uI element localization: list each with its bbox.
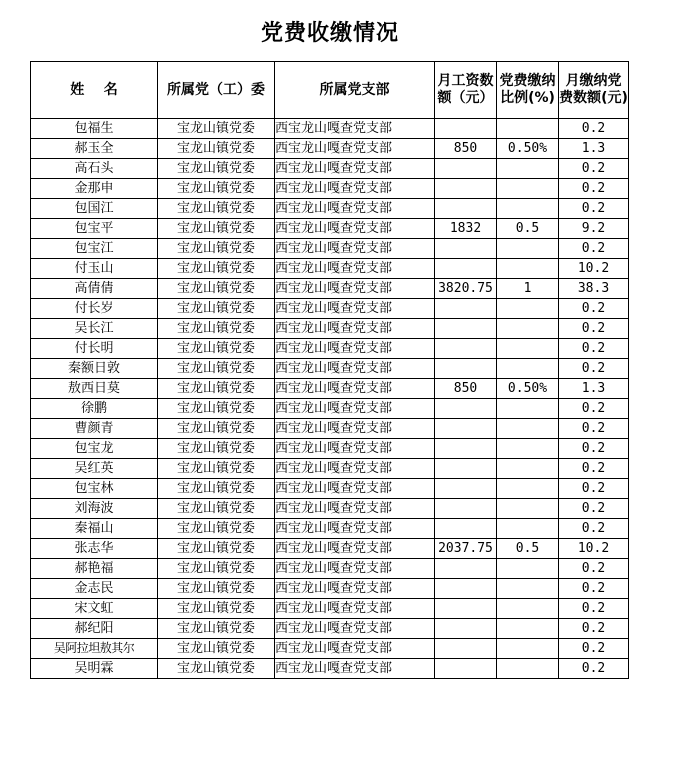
cell-salary: 850 — [435, 379, 497, 399]
cell-branch: 西宝龙山嘎查党支部 — [275, 359, 435, 379]
table-row — [31, 439, 629, 459]
cell-fee: 0.2 — [559, 619, 629, 639]
table-row — [31, 239, 629, 259]
table-row — [31, 119, 629, 139]
cell-branch: 西宝龙山嘎查党支部 — [275, 399, 435, 419]
cell-name: 包国江 — [31, 199, 158, 219]
cell-ratio: 0.5 — [497, 539, 559, 559]
cell-branch: 西宝龙山嘎查党支部 — [275, 599, 435, 619]
cell-salary — [435, 159, 497, 179]
cell-fee: 0.2 — [559, 659, 629, 679]
table-row — [31, 259, 629, 279]
table-row — [31, 359, 629, 379]
cell-name: 吴红英 — [31, 459, 158, 479]
cell-ratio — [497, 519, 559, 539]
cell-branch: 西宝龙山嘎查党支部 — [275, 319, 435, 339]
cell-ratio: 0.50% — [497, 379, 559, 399]
cell-committee: 宝龙山镇党委 — [158, 179, 275, 199]
cell-salary — [435, 499, 497, 519]
cell-committee: 宝龙山镇党委 — [158, 419, 275, 439]
cell-branch: 西宝龙山嘎查党支部 — [275, 479, 435, 499]
cell-salary — [435, 259, 497, 279]
cell-name: 曹颜青 — [31, 419, 158, 439]
cell-salary — [435, 119, 497, 139]
cell-salary — [435, 339, 497, 359]
cell-committee: 宝龙山镇党委 — [158, 639, 275, 659]
table-row — [31, 579, 629, 599]
cell-ratio — [497, 159, 559, 179]
cell-branch: 西宝龙山嘎查党支部 — [275, 559, 435, 579]
cell-ratio — [497, 619, 559, 639]
cell-name: 付长岁 — [31, 299, 158, 319]
cell-name: 徐鹏 — [31, 399, 158, 419]
cell-ratio — [497, 359, 559, 379]
header-committee: 所属党（工）委 — [158, 62, 275, 119]
cell-branch: 西宝龙山嘎查党支部 — [275, 579, 435, 599]
cell-committee: 宝龙山镇党委 — [158, 659, 275, 679]
cell-fee: 0.2 — [559, 179, 629, 199]
table-row — [31, 499, 629, 519]
cell-name: 吴明霖 — [31, 659, 158, 679]
cell-salary — [435, 399, 497, 419]
cell-branch: 西宝龙山嘎查党支部 — [275, 239, 435, 259]
cell-fee: 38.3 — [559, 279, 629, 299]
cell-committee: 宝龙山镇党委 — [158, 219, 275, 239]
cell-ratio — [497, 299, 559, 319]
table-row — [31, 619, 629, 639]
cell-salary: 850 — [435, 139, 497, 159]
party-fee-table — [30, 61, 629, 679]
cell-fee: 0.2 — [559, 519, 629, 539]
cell-committee: 宝龙山镇党委 — [158, 319, 275, 339]
cell-fee: 10.2 — [559, 259, 629, 279]
cell-branch: 西宝龙山嘎查党支部 — [275, 119, 435, 139]
cell-committee: 宝龙山镇党委 — [158, 279, 275, 299]
cell-committee: 宝龙山镇党委 — [158, 259, 275, 279]
table-row — [31, 179, 629, 199]
cell-branch: 西宝龙山嘎查党支部 — [275, 379, 435, 399]
table-row — [31, 419, 629, 439]
cell-committee: 宝龙山镇党委 — [158, 199, 275, 219]
table-row — [31, 559, 629, 579]
cell-name: 张志华 — [31, 539, 158, 559]
cell-ratio: 0.50% — [497, 139, 559, 159]
table-row — [31, 159, 629, 179]
cell-branch: 西宝龙山嘎查党支部 — [275, 299, 435, 319]
cell-salary — [435, 319, 497, 339]
cell-fee: 1.3 — [559, 379, 629, 399]
table-row — [31, 599, 629, 619]
cell-name: 付玉山 — [31, 259, 158, 279]
cell-name: 付长明 — [31, 339, 158, 359]
cell-name: 刘海波 — [31, 499, 158, 519]
cell-salary — [435, 579, 497, 599]
table-header-row — [31, 62, 629, 119]
cell-ratio — [497, 339, 559, 359]
cell-salary — [435, 519, 497, 539]
cell-name: 包宝江 — [31, 239, 158, 259]
table-row — [31, 279, 629, 299]
header-ratio: 党费缴纳比例(%) — [497, 62, 559, 119]
cell-committee: 宝龙山镇党委 — [158, 619, 275, 639]
header-name: 姓 名 — [31, 62, 158, 119]
header-fee: 月缴纳党费数额(元) — [559, 62, 629, 119]
cell-branch: 西宝龙山嘎查党支部 — [275, 519, 435, 539]
cell-fee: 0.2 — [559, 319, 629, 339]
cell-fee: 0.2 — [559, 119, 629, 139]
cell-branch: 西宝龙山嘎查党支部 — [275, 419, 435, 439]
cell-branch: 西宝龙山嘎查党支部 — [275, 639, 435, 659]
table-row — [31, 659, 629, 679]
table-row — [31, 399, 629, 419]
cell-name: 吴长江 — [31, 319, 158, 339]
cell-ratio — [497, 559, 559, 579]
table-row — [31, 519, 629, 539]
cell-fee: 0.2 — [559, 339, 629, 359]
table-body — [31, 119, 629, 679]
cell-ratio — [497, 579, 559, 599]
cell-fee: 0.2 — [559, 479, 629, 499]
cell-fee: 0.2 — [559, 399, 629, 419]
cell-salary — [435, 559, 497, 579]
cell-branch: 西宝龙山嘎查党支部 — [275, 159, 435, 179]
cell-fee: 0.2 — [559, 419, 629, 439]
cell-fee: 0.2 — [559, 199, 629, 219]
cell-name: 郝纪阳 — [31, 619, 158, 639]
cell-committee: 宝龙山镇党委 — [158, 439, 275, 459]
table-row — [31, 299, 629, 319]
cell-ratio — [497, 179, 559, 199]
cell-fee: 10.2 — [559, 539, 629, 559]
cell-name: 敖西日莫 — [31, 379, 158, 399]
table-row — [31, 459, 629, 479]
cell-salary: 1832 — [435, 219, 497, 239]
cell-salary — [435, 419, 497, 439]
cell-ratio — [497, 199, 559, 219]
cell-salary — [435, 179, 497, 199]
cell-name: 秦福山 — [31, 519, 158, 539]
cell-fee: 0.2 — [559, 559, 629, 579]
cell-branch: 西宝龙山嘎查党支部 — [275, 439, 435, 459]
cell-branch: 西宝龙山嘎查党支部 — [275, 199, 435, 219]
cell-committee: 宝龙山镇党委 — [158, 579, 275, 599]
cell-salary — [435, 439, 497, 459]
cell-branch: 西宝龙山嘎查党支部 — [275, 139, 435, 159]
table-row — [31, 139, 629, 159]
cell-fee: 0.2 — [559, 239, 629, 259]
cell-fee: 0.2 — [559, 459, 629, 479]
cell-name: 郝艳福 — [31, 559, 158, 579]
cell-salary: 3820.75 — [435, 279, 497, 299]
cell-name: 秦额日敦 — [31, 359, 158, 379]
cell-ratio — [497, 459, 559, 479]
cell-name: 郝玉全 — [31, 139, 158, 159]
cell-branch: 西宝龙山嘎查党支部 — [275, 339, 435, 359]
cell-fee: 0.2 — [559, 639, 629, 659]
cell-committee: 宝龙山镇党委 — [158, 339, 275, 359]
cell-committee: 宝龙山镇党委 — [158, 159, 275, 179]
table-row — [31, 199, 629, 219]
cell-salary — [435, 619, 497, 639]
cell-committee: 宝龙山镇党委 — [158, 139, 275, 159]
cell-salary — [435, 659, 497, 679]
table-row — [31, 379, 629, 399]
cell-ratio — [497, 639, 559, 659]
cell-branch: 西宝龙山嘎查党支部 — [275, 279, 435, 299]
cell-fee: 0.2 — [559, 499, 629, 519]
cell-committee: 宝龙山镇党委 — [158, 359, 275, 379]
cell-committee: 宝龙山镇党委 — [158, 599, 275, 619]
table-row — [31, 539, 629, 559]
cell-salary — [435, 299, 497, 319]
cell-salary — [435, 199, 497, 219]
cell-salary — [435, 359, 497, 379]
table-row — [31, 339, 629, 359]
cell-ratio — [497, 599, 559, 619]
cell-name: 宋文虹 — [31, 599, 158, 619]
cell-committee: 宝龙山镇党委 — [158, 299, 275, 319]
cell-salary: 2037.75 — [435, 539, 497, 559]
cell-ratio — [497, 259, 559, 279]
cell-name: 高石头 — [31, 159, 158, 179]
cell-committee: 宝龙山镇党委 — [158, 459, 275, 479]
cell-committee: 宝龙山镇党委 — [158, 479, 275, 499]
cell-salary — [435, 639, 497, 659]
cell-name: 包福生 — [31, 119, 158, 139]
header-branch: 所属党支部 — [275, 62, 435, 119]
cell-committee: 宝龙山镇党委 — [158, 119, 275, 139]
cell-committee: 宝龙山镇党委 — [158, 239, 275, 259]
cell-branch: 西宝龙山嘎查党支部 — [275, 259, 435, 279]
cell-committee: 宝龙山镇党委 — [158, 519, 275, 539]
cell-committee: 宝龙山镇党委 — [158, 399, 275, 419]
cell-branch: 西宝龙山嘎查党支部 — [275, 619, 435, 639]
cell-committee: 宝龙山镇党委 — [158, 559, 275, 579]
cell-fee: 9.2 — [559, 219, 629, 239]
table-row — [31, 479, 629, 499]
cell-salary — [435, 239, 497, 259]
cell-branch: 西宝龙山嘎查党支部 — [275, 459, 435, 479]
cell-branch: 西宝龙山嘎查党支部 — [275, 179, 435, 199]
cell-fee: 0.2 — [559, 299, 629, 319]
cell-fee: 0.2 — [559, 359, 629, 379]
cell-fee: 0.2 — [559, 579, 629, 599]
cell-ratio — [497, 659, 559, 679]
cell-salary — [435, 599, 497, 619]
cell-ratio — [497, 499, 559, 519]
cell-salary — [435, 479, 497, 499]
cell-branch: 西宝龙山嘎查党支部 — [275, 499, 435, 519]
cell-committee: 宝龙山镇党委 — [158, 539, 275, 559]
cell-name: 包宝林 — [31, 479, 158, 499]
cell-ratio — [497, 239, 559, 259]
cell-committee: 宝龙山镇党委 — [158, 499, 275, 519]
cell-ratio: 1 — [497, 279, 559, 299]
cell-salary — [435, 459, 497, 479]
cell-fee: 0.2 — [559, 159, 629, 179]
cell-name: 高倩倩 — [31, 279, 158, 299]
cell-ratio — [497, 399, 559, 419]
table-row — [31, 319, 629, 339]
cell-name: 金那申 — [31, 179, 158, 199]
table-row — [31, 639, 629, 659]
cell-name: 金志民 — [31, 579, 158, 599]
cell-fee: 0.2 — [559, 439, 629, 459]
cell-branch: 西宝龙山嘎查党支部 — [275, 539, 435, 559]
cell-branch: 西宝龙山嘎查党支部 — [275, 659, 435, 679]
cell-ratio — [497, 319, 559, 339]
page-title: 党费收缴情况 — [260, 21, 399, 46]
cell-fee: 1.3 — [559, 139, 629, 159]
cell-name: 包宝龙 — [31, 439, 158, 459]
cell-ratio — [497, 479, 559, 499]
cell-ratio: 0.5 — [497, 219, 559, 239]
header-salary: 月工资数额（元） — [435, 62, 497, 119]
cell-ratio — [497, 439, 559, 459]
cell-name: 包宝平 — [31, 219, 158, 239]
cell-committee: 宝龙山镇党委 — [158, 379, 275, 399]
cell-branch: 西宝龙山嘎查党支部 — [275, 219, 435, 239]
cell-fee: 0.2 — [559, 599, 629, 619]
cell-ratio — [497, 119, 559, 139]
cell-name: 吴阿拉坦敖其尔 — [31, 639, 158, 659]
cell-ratio — [497, 419, 559, 439]
table-row — [31, 219, 629, 239]
